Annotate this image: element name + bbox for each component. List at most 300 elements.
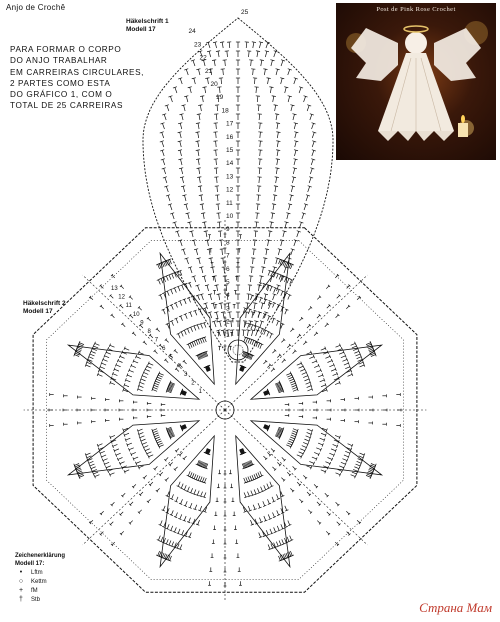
row-number: 4 xyxy=(226,292,230,300)
stitch-mark xyxy=(158,372,163,376)
stitch-mark xyxy=(156,488,160,492)
stitch-mark xyxy=(88,355,93,359)
stitch-mark xyxy=(256,96,260,102)
row-number: 5 xyxy=(226,279,230,286)
stitch-mark xyxy=(354,420,358,423)
stitch-mark xyxy=(214,312,218,318)
stitch-mark xyxy=(358,358,363,362)
stitch-mark xyxy=(267,331,271,336)
stitch-mark xyxy=(213,141,217,147)
stitch-mark xyxy=(290,328,294,332)
stitch-mark xyxy=(206,42,210,48)
stitch-mark xyxy=(236,285,240,291)
stitch-mark xyxy=(160,141,164,147)
stitch-mark xyxy=(202,276,206,282)
stitch-mark xyxy=(85,363,90,367)
legend-heading: Zeichenerklärung xyxy=(15,553,66,559)
stitch-mark xyxy=(102,459,107,463)
stitch-mark xyxy=(198,105,202,111)
stitch-mark xyxy=(252,249,256,255)
stitch-mark xyxy=(127,443,132,447)
stitch-mark xyxy=(109,522,113,526)
stitch-mark xyxy=(224,512,227,516)
stitch-mark xyxy=(260,343,264,348)
single-crochet-icon: + xyxy=(18,586,24,594)
row-number: 24 xyxy=(188,28,196,36)
stitch-mark xyxy=(263,283,267,288)
stitch-mark xyxy=(285,309,289,314)
stitch-mark xyxy=(308,510,312,514)
stitch-mark xyxy=(281,323,285,328)
stitch-mark xyxy=(257,186,261,192)
row-number: 12 xyxy=(226,186,234,194)
row-number: 22 xyxy=(199,54,207,62)
stitch-mark xyxy=(132,332,136,336)
stitch-mark xyxy=(129,296,133,300)
stitch-mark xyxy=(92,420,96,423)
stitch-mark xyxy=(217,484,220,488)
stitch-mark xyxy=(304,204,308,210)
stitch-mark xyxy=(336,502,340,506)
stitch-mark xyxy=(321,347,326,351)
stitch-mark xyxy=(179,316,183,321)
stitch-mark xyxy=(196,150,200,156)
stitch-mark xyxy=(247,294,251,300)
stitch-mark xyxy=(212,539,215,543)
row-number: 3 xyxy=(184,372,188,378)
stitch-mark xyxy=(186,213,190,219)
stitch-mark xyxy=(236,177,240,183)
stitch-mark xyxy=(331,449,336,453)
stitch-mark xyxy=(259,297,263,302)
stitch-mark xyxy=(274,51,278,57)
stitch-mark xyxy=(278,249,282,255)
instructions-line: 2 PARTES COMO ESTA xyxy=(10,78,111,88)
stitch-mark xyxy=(303,374,308,378)
stitch-mark xyxy=(115,363,120,367)
stitch-mark xyxy=(109,473,114,477)
stitch-mark xyxy=(342,358,347,362)
stitch-mark xyxy=(124,347,129,351)
stitch-mark xyxy=(178,141,182,147)
stitch-mark xyxy=(277,526,281,531)
row-number: 4 xyxy=(176,363,181,370)
stitch-mark xyxy=(354,397,358,400)
stitch-mark xyxy=(184,69,188,75)
row-number: 20 xyxy=(210,81,218,88)
stitch-mark xyxy=(282,457,286,461)
stitch-mark xyxy=(196,123,200,129)
stitch-mark xyxy=(299,317,303,321)
stitch-mark xyxy=(236,114,240,120)
stitch-mark xyxy=(320,438,325,442)
stitch-mark xyxy=(187,518,191,523)
stitch-mark xyxy=(183,485,187,490)
stitch-mark xyxy=(90,467,95,471)
stitch-mark xyxy=(276,320,280,325)
row-number: 13 xyxy=(111,286,118,292)
stitch-mark xyxy=(337,522,341,526)
stitch-mark xyxy=(369,409,373,412)
stitch-mark xyxy=(368,422,372,425)
instructions-line: PARA FORMAR O CORPO xyxy=(10,45,122,54)
stitch-mark xyxy=(250,295,254,300)
stitch-mark xyxy=(160,150,164,156)
row-number: 25 xyxy=(241,9,249,16)
stitch-mark xyxy=(180,530,184,535)
double-crochet-icon: † xyxy=(19,595,23,603)
stitch-mark xyxy=(294,132,298,138)
stitch-mark xyxy=(215,195,219,201)
stitch-mark xyxy=(165,478,169,482)
stitch-mark xyxy=(85,453,90,457)
stitch-mark xyxy=(356,464,361,468)
stitch-mark xyxy=(180,177,184,183)
stitch-mark xyxy=(275,168,279,174)
stitch-mark xyxy=(339,351,344,355)
stitch-mark xyxy=(188,533,192,538)
stitch-mark xyxy=(232,318,235,322)
stitch-mark xyxy=(191,60,195,66)
stitch-mark xyxy=(272,318,276,323)
stitch-mark xyxy=(211,553,214,557)
stitch-mark xyxy=(221,258,225,264)
stitch-mark xyxy=(352,472,357,476)
stitch-mark xyxy=(253,78,257,84)
stitch-mark xyxy=(187,343,191,348)
stitch-mark xyxy=(260,471,264,476)
stitch-mark xyxy=(320,378,325,382)
stitch-mark xyxy=(307,429,312,433)
stitch-mark xyxy=(239,581,242,585)
stitch-mark xyxy=(282,231,286,237)
stitch-mark xyxy=(346,369,351,373)
stitch-mark xyxy=(232,498,235,502)
stitch-mark xyxy=(268,514,272,519)
stitch-mark xyxy=(306,436,311,440)
stitch-mark xyxy=(351,475,356,479)
stitch-mark xyxy=(267,452,271,456)
stitch-mark xyxy=(180,284,184,289)
stitch-mark xyxy=(199,267,203,273)
stitch-mark xyxy=(270,482,274,487)
row-number: 19 xyxy=(216,94,224,102)
stitch-mark xyxy=(170,273,174,278)
stitch-mark xyxy=(297,334,301,338)
stitch-mark xyxy=(89,464,94,468)
stitch-mark xyxy=(299,415,303,418)
stitch-mark xyxy=(166,291,170,296)
stitch-mark xyxy=(225,51,229,57)
stitch-mark xyxy=(294,78,298,84)
stitch-mark xyxy=(312,359,317,363)
stitch-mark xyxy=(147,409,151,412)
stitch-mark xyxy=(131,364,136,368)
stitch-mark xyxy=(318,373,323,377)
stitch-mark xyxy=(251,258,255,264)
stitch-mark xyxy=(276,273,280,278)
stitch-mark xyxy=(294,159,298,165)
stitch-mark xyxy=(354,467,359,471)
stitch-mark xyxy=(267,316,271,321)
stitch-mark xyxy=(138,510,142,514)
stitch-mark xyxy=(336,473,341,477)
legend-item-label: Lftm xyxy=(31,569,43,576)
stitch-mark xyxy=(254,231,258,237)
stitch-mark xyxy=(218,321,222,327)
stitch-mark xyxy=(178,300,182,305)
stitch-mark xyxy=(93,344,98,348)
stitch-mark xyxy=(287,472,291,476)
stitch-mark xyxy=(247,51,251,57)
stitch-mark xyxy=(263,456,267,460)
stitch-mark xyxy=(64,394,68,397)
stitch-mark xyxy=(217,213,221,219)
stitch-mark xyxy=(160,132,164,138)
stitch-mark xyxy=(154,466,158,470)
stitch-mark xyxy=(258,132,262,138)
stitch-mark xyxy=(105,409,109,412)
stitch-mark xyxy=(276,150,280,156)
stitch-mark xyxy=(236,123,240,129)
stitch-mark xyxy=(174,349,178,353)
row-number: 18 xyxy=(221,107,229,115)
stitch-mark xyxy=(214,150,218,156)
stitch-mark xyxy=(288,96,292,102)
stitch-mark xyxy=(215,105,219,111)
stitch-mark xyxy=(166,195,170,201)
stitch-mark xyxy=(196,324,200,329)
stitch-mark xyxy=(272,204,276,210)
stitch-mark xyxy=(174,318,178,323)
stitch-mark xyxy=(224,234,227,238)
stitch-mark xyxy=(199,195,203,201)
stitch-mark xyxy=(264,516,268,521)
stitch-mark xyxy=(205,285,209,291)
stitch-mark xyxy=(313,409,317,412)
stitch-mark xyxy=(287,537,291,542)
stitch-mark xyxy=(133,359,138,363)
stitch-mark xyxy=(290,195,294,201)
stitch-mark xyxy=(128,448,133,452)
stitch-mark xyxy=(137,387,142,391)
stitch-mark xyxy=(292,177,296,183)
stitch-mark xyxy=(271,213,275,219)
stitch-mark xyxy=(396,424,400,427)
stitch-mark xyxy=(165,275,169,280)
row-number: 16 xyxy=(226,133,234,141)
row-number: 10 xyxy=(226,213,234,220)
stitch-mark xyxy=(117,359,122,363)
stitch-mark xyxy=(211,303,215,309)
stitch-mark xyxy=(268,231,272,237)
stitch-mark xyxy=(397,409,401,412)
stitch-mark xyxy=(288,521,292,526)
stitch-mark xyxy=(160,123,164,129)
stitch-mark xyxy=(224,554,227,558)
stitch-mark xyxy=(290,264,294,269)
stitch-mark xyxy=(224,582,227,586)
stitch-mark xyxy=(196,132,200,138)
chart1-label-line1: Häkelschrift 1 xyxy=(126,18,169,25)
stitch-mark xyxy=(309,461,314,465)
stitch-mark xyxy=(275,177,279,183)
stitch-mark xyxy=(260,321,264,327)
stitch-mark xyxy=(303,475,307,479)
stitch-mark xyxy=(273,512,277,517)
stitch-mark xyxy=(133,409,137,412)
stitch-mark xyxy=(286,372,291,376)
stitch-mark xyxy=(119,512,123,516)
stitch-mark xyxy=(248,285,252,291)
stitch-mark xyxy=(184,501,188,506)
stitch-mark xyxy=(285,506,289,511)
photo-caption: Post de Pink Rose Crochet xyxy=(376,6,456,13)
stitch-mark xyxy=(138,351,143,355)
legend-item-label: Kettm xyxy=(31,578,47,585)
stitch-mark xyxy=(257,488,261,493)
stitch-mark xyxy=(285,403,289,406)
stitch-mark xyxy=(188,503,192,508)
stitch-mark xyxy=(288,204,292,210)
stitch-mark xyxy=(303,341,307,345)
stitch-mark xyxy=(139,381,144,385)
stitch-mark xyxy=(144,449,149,453)
stitch-mark xyxy=(220,42,224,48)
stitch-mark xyxy=(272,349,276,353)
stitch-mark xyxy=(297,482,301,486)
stitch-mark xyxy=(229,346,232,350)
stitch-mark xyxy=(341,419,345,422)
stitch-mark xyxy=(157,536,161,541)
stitch-mark xyxy=(242,330,246,336)
stitch-mark xyxy=(211,263,214,267)
stitch-mark xyxy=(270,529,274,534)
stitch-mark xyxy=(312,150,316,156)
stitch-mark xyxy=(212,277,215,281)
stitch-mark xyxy=(50,393,54,396)
stitch-mark xyxy=(281,478,285,482)
stitch-mark xyxy=(248,309,252,314)
stitch-mark xyxy=(196,491,200,496)
stitch-mark xyxy=(327,399,331,402)
stitch-mark xyxy=(297,231,301,237)
stitch-mark xyxy=(366,475,371,479)
stitch-mark xyxy=(188,282,192,287)
stitch-mark xyxy=(202,222,206,228)
stitch-mark xyxy=(173,543,177,548)
stitch-mark xyxy=(318,443,323,447)
legend-item xyxy=(15,586,65,595)
stitch-mark xyxy=(236,105,240,111)
stitch-mark xyxy=(137,429,142,433)
stitch-mark xyxy=(287,278,291,283)
stitch-mark xyxy=(178,150,182,156)
stitch-mark xyxy=(164,186,168,192)
stitch-mark xyxy=(128,369,133,373)
stitch-mark xyxy=(184,283,188,288)
stitch-mark xyxy=(224,498,227,502)
watermark: Страна Мам xyxy=(419,600,492,615)
stitch-mark xyxy=(135,461,140,465)
stitch-mark xyxy=(267,78,271,84)
stitch-mark xyxy=(99,365,104,369)
stitch-mark xyxy=(329,363,334,367)
stitch-mark xyxy=(111,314,115,318)
stitch-mark xyxy=(178,132,182,138)
legend-item xyxy=(15,577,65,586)
chart1-label-line2: Modell 17 xyxy=(126,26,156,33)
stitch-mark xyxy=(244,312,248,318)
stitch-mark xyxy=(208,294,212,300)
stitch-mark xyxy=(197,168,201,174)
stitch-mark xyxy=(251,69,255,75)
stitch-mark xyxy=(105,419,109,422)
stitch-mark xyxy=(325,462,330,466)
row-number: 11 xyxy=(125,303,132,310)
stitch-mark xyxy=(260,60,264,66)
stitch-mark xyxy=(331,368,336,372)
stitch-mark xyxy=(237,553,240,557)
stitch-mark xyxy=(170,542,174,547)
stitch-mark xyxy=(336,314,340,318)
stitch-mark xyxy=(316,448,321,452)
stitch-mark xyxy=(211,267,215,273)
stitch-mark xyxy=(164,359,168,363)
stitch-mark xyxy=(183,299,187,304)
stitch-mark xyxy=(218,346,221,350)
stitch-mark xyxy=(213,290,216,294)
stitch-mark xyxy=(277,510,281,515)
stitch-mark xyxy=(189,488,193,493)
stitch-mark xyxy=(135,355,140,359)
stitch-mark xyxy=(143,341,147,345)
stitch-mark xyxy=(236,96,240,102)
row-number: 1 xyxy=(226,331,230,339)
stitch-mark xyxy=(252,42,256,48)
stitch-mark xyxy=(110,435,115,439)
stitch-mark xyxy=(219,303,223,309)
stitch-mark xyxy=(304,439,309,443)
stitch-mark xyxy=(317,521,321,525)
stitch-mark xyxy=(236,267,240,273)
stitch-mark xyxy=(111,274,115,278)
stitch-mark xyxy=(218,470,221,474)
stitch-mark xyxy=(169,289,173,294)
stitch-mark xyxy=(162,309,166,314)
stitch-mark xyxy=(327,304,331,308)
stitch-mark xyxy=(109,294,113,298)
stitch-mark xyxy=(357,461,362,465)
instructions-line: DO GRÁFICO 1, COM O xyxy=(10,90,113,100)
stitch-mark xyxy=(199,294,203,300)
stitch-mark xyxy=(300,368,305,372)
stitch-mark xyxy=(142,442,147,446)
stitch-mark xyxy=(245,42,249,48)
stitch-mark xyxy=(221,69,225,75)
stitch-mark xyxy=(307,466,312,470)
stitch-mark xyxy=(189,327,193,332)
stitch-mark xyxy=(291,186,295,192)
stitch-mark xyxy=(175,448,179,452)
stitch-mark xyxy=(119,462,124,466)
stitch-mark xyxy=(307,351,312,355)
stitch-mark xyxy=(263,360,267,364)
stitch-mark xyxy=(213,526,216,530)
stitch-mark xyxy=(98,448,103,452)
stitch-mark xyxy=(307,492,311,496)
stitch-mark xyxy=(337,294,341,298)
